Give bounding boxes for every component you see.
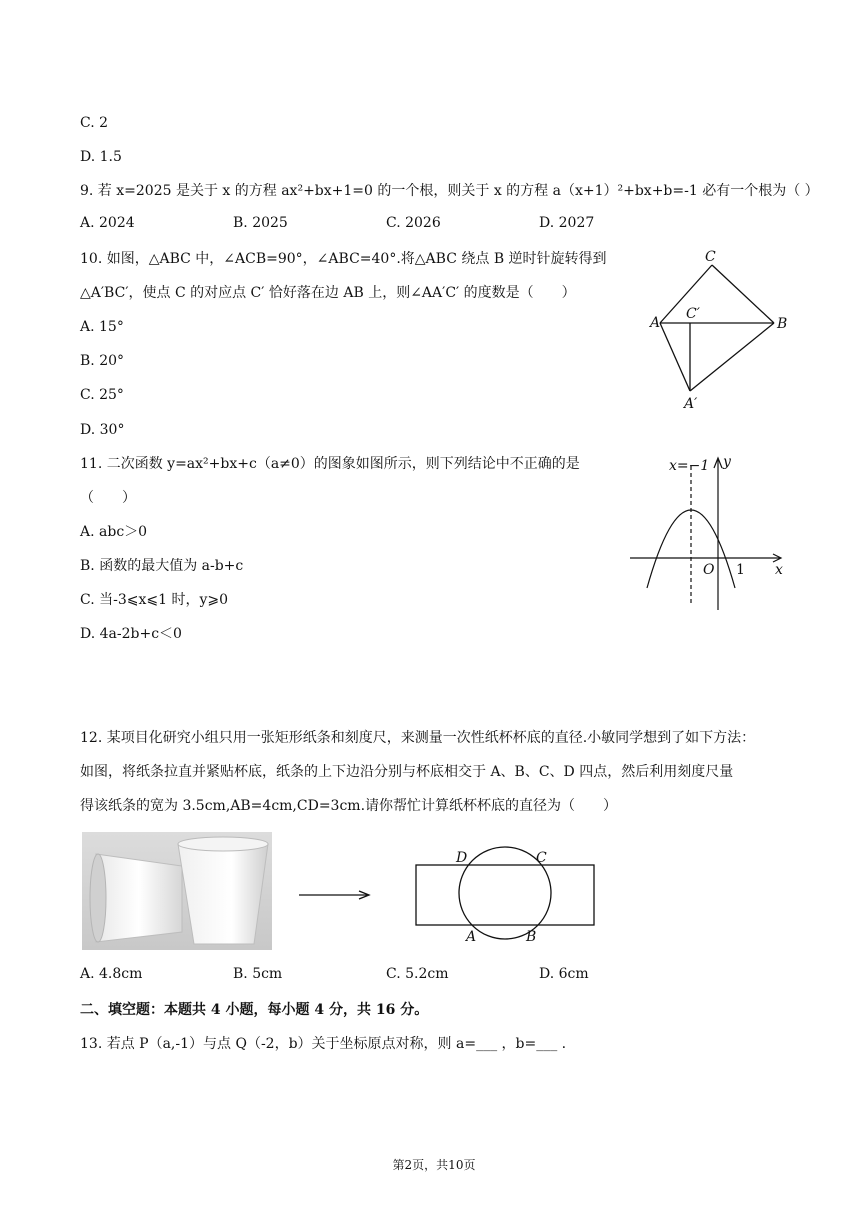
- paper-cups-photo: [82, 832, 272, 950]
- fig11-x-label: x: [775, 562, 783, 578]
- q9-options: [80, 215, 692, 231]
- fig10-label-c: C: [705, 249, 716, 265]
- q11-option-c: C. 当-3⩽x⩽1 时，y⩾0: [80, 592, 229, 608]
- q10-option-a: A. 15°: [80, 319, 124, 335]
- fig11-origin-label: O: [703, 562, 715, 578]
- q11-option-a: A. abc＞0: [80, 524, 148, 540]
- q9-option-b: B. 2025: [233, 215, 288, 231]
- q10-option-d: D. 30°: [80, 422, 125, 438]
- q8-option-d: D. 1.5: [80, 149, 122, 165]
- right-arrow-icon: [295, 885, 375, 905]
- q12-stem-line2: 如图，将纸条拉直并紧贴杯底，纸条的上下边沿分别与杯底相交于 A、B、C、D 四点，然后利用刻度尺量: [80, 764, 734, 780]
- q10-stem-line1: 10. 如图，△ABC 中，∠ACB=90°，∠ABC=40°.将△ABC 绕点 B 逆时针旋转得到: [80, 251, 607, 267]
- fig12-label-a: A: [466, 929, 477, 945]
- q12-option-c: C. 5.2cm: [386, 966, 449, 982]
- fig10-label-a: A: [650, 315, 661, 331]
- fig11-one-label: 1: [736, 562, 745, 578]
- fig11-y-label: y: [723, 454, 731, 470]
- q12-stem-line1: 12. 某项目化研究小组只用一张矩形纸条和刻度尺，来测量一次性纸杯杯底的直径.小敏同学想到了如下方法：: [80, 730, 756, 746]
- fig10-label-a-prime: A′: [684, 396, 698, 412]
- fig10-label-c-prime: C′: [686, 306, 700, 322]
- q10-option-b: B. 20°: [80, 353, 125, 369]
- q11-stem-line1: 11. 二次函数 y=ax²+bx+c（a≠0）的图象如图所示，则下列结论中不正确的是: [80, 456, 580, 472]
- q13-stem: 13. 若点 P（a,-1）与点 Q（-2，b）关于坐标原点对称，则 a=___ ，b=___ .: [80, 1036, 567, 1052]
- q11-option-b: B. 函数的最大值为 a-b+c: [80, 558, 244, 574]
- fig11-symmetry-axis-label: x=−1: [669, 458, 710, 474]
- fig12-label-c: C: [536, 850, 547, 866]
- q12-stem-line3: 得该纸条的宽为 3.5cm,AB=4cm,CD=3cm.请你帮忙计算纸杯杯底的直径为（ ）: [80, 798, 618, 814]
- q8-option-c: C. 2: [80, 115, 109, 131]
- q12-circle-strip-figure: [410, 845, 600, 945]
- q10-triangle-figure: [640, 245, 810, 415]
- q9-stem: 9. 若 x=2025 是关于 x 的方程 ax²+bx+1=0 的一个根，则关于 x 的方程 a（x+1）²+bx+b=-1 必有一个根为（ ）: [80, 183, 819, 199]
- q10-option-c: C. 25°: [80, 387, 124, 403]
- q12-option-d: D. 6cm: [539, 966, 589, 982]
- q9-option-a: A. 2024: [80, 215, 135, 231]
- q12-option-a: A. 4.8cm: [80, 966, 143, 982]
- page-footer: 第2页，共10页: [392, 1158, 476, 1172]
- q11-parabola-graph: [625, 450, 795, 620]
- fig12-label-b: B: [526, 929, 537, 945]
- q12-option-b: B. 5cm: [233, 966, 283, 982]
- q11-stem-line2: （ ）: [80, 490, 136, 506]
- q9-option-c: C. 2026: [386, 215, 441, 231]
- fig12-label-d: D: [456, 850, 468, 866]
- section-heading-fill-in: 二、填空题：本题共 4 小题，每小题 4 分，共 16 分。: [80, 1002, 429, 1018]
- q10-stem-line2: △A′BC′，使点 C 的对应点 C′ 恰好落在边 AB 上，则∠AA′C′ 的度数是（ ）: [80, 285, 576, 301]
- q12-options: [80, 966, 692, 982]
- q11-option-d: D. 4a-2b+c＜0: [80, 626, 182, 642]
- fig10-label-b: B: [777, 316, 788, 332]
- q9-option-d: D. 2027: [539, 215, 595, 231]
